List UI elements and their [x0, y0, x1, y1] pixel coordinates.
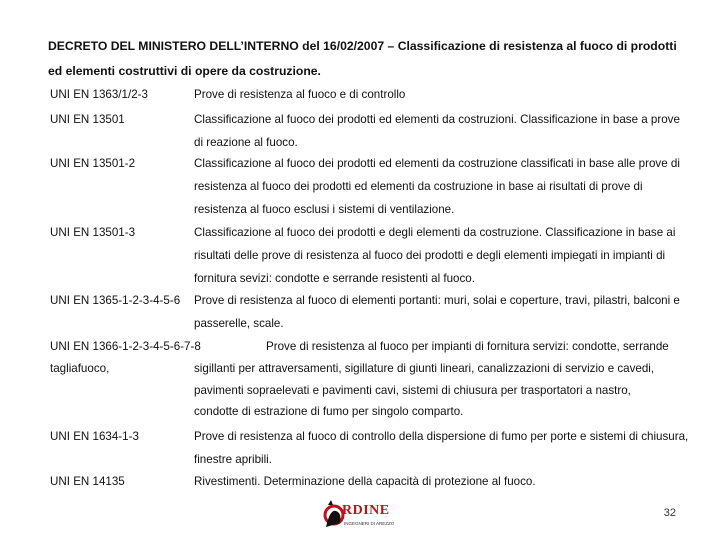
norm-code: UNI EN 13501-3: [50, 226, 136, 239]
norm-description-line: sigillanti per attraversamenti, sigillature di giunti lineari, canalizzazioni di servizio e cavedi,: [194, 362, 655, 375]
norm-description: Classificazione al fuoco dei prodotti ed elementi da costruzione classificati in base alle prove di resistenza al fuoco dei prodotti ed elementi da costruzione in base ai risultati di prove di resistenza al fuoco esclusi i sistemi di ventilazione.: [194, 157, 680, 216]
norm-description: Classificazione al fuoco dei prodotti e degli elementi da costruzione. Classificazione in base ai risultati delle prove di resistenza al fuoco dei prodotti e degli elementi impiegati in impianti di fornitura sevizi: condotte e serrande resistenti al fuoco.: [194, 226, 676, 285]
norm-code: UNI EN 14135: [50, 475, 125, 488]
norm-code: UNI EN 1634-1-3: [50, 430, 139, 443]
norm-description: Prove di resistenza al fuoco di elementi portanti: muri, solai e coperture, travi, pilastri, balconi e passerelle, scale.: [194, 294, 680, 330]
document-title: DECRETO DEL MINISTERO DELL’INTERNO del 16/02/2007 – Classificazione di resistenza al fuoco di prodotti ed elementi costruttivi di opere da costruzione.: [48, 39, 677, 78]
norm-code: UNI EN 1366-1-2-3-4-5-6-7-8: [50, 340, 201, 353]
logo-wordmark: RDINE: [342, 503, 390, 518]
norm-code: UNI EN 1365-1-2-3-4-5-6: [50, 294, 181, 307]
norm-code: UNI EN 13501: [50, 113, 125, 126]
norm-code: UNI EN 13501-2: [50, 157, 136, 170]
norm-description: Rivestimenti. Determinazione della capacità di protezione al fuoco.: [194, 475, 536, 488]
norm-description-line: condotte di estrazione di fumo per singolo comparto.: [194, 405, 464, 418]
page-number: 32: [663, 507, 676, 519]
logo-subtitle: INGEGNERI DI AREZZO: [344, 521, 395, 526]
norm-description: Prove di resistenza al fuoco e di controllo: [194, 88, 406, 101]
norm-code: UNI EN 1363/1/2-3: [50, 88, 148, 101]
norm-code-continuation: tagliafuoco,: [50, 362, 110, 375]
norm-description: Classificazione al fuoco dei prodotti ed elementi da costruzioni. Classificazione in base a prove di reazione al fuoco.: [194, 113, 680, 149]
norm-description: Prove di resistenza al fuoco di controllo della dispersione di fumo per porte e sistemi di chiusura, finestre apribili.: [194, 430, 689, 466]
norm-description-line: pavimenti sopraelevati e pavimenti cavi, sistemi di chiusura per trasportatori a nastro,: [194, 384, 631, 397]
norm-description: Prove di resistenza al fuoco per impianti di fornitura servizi: condotte, serrande: [266, 340, 669, 353]
ordine-logo: [322, 497, 394, 537]
